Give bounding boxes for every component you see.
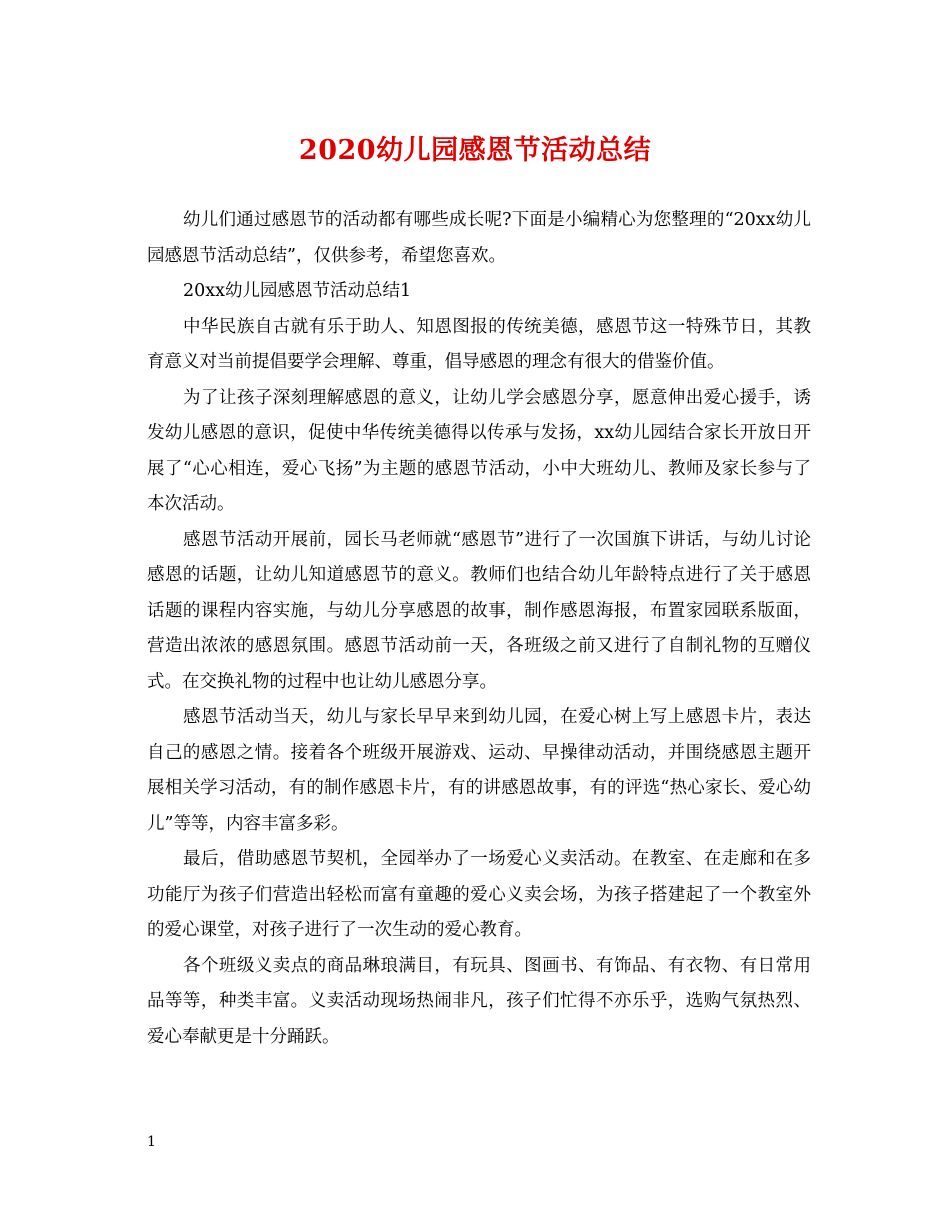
paragraph: 中华民族自古就有乐于助人、知恩图报的传统美德，感恩节这一特殊节日，其教育意义对当前提倡要学会理解、尊重，倡导感恩的理念有很大的借鉴价值。 bbox=[147, 316, 811, 372]
document-body bbox=[147, 203, 811, 1055]
paragraph: 感恩节活动当天，幼儿与家长早早来到幼儿园，在爱心树上写上感恩卡片，表达自己的感恩之情。接着各个班级开展游戏、运动、早操律动活动，并围绕感恩主题开展相关学习活动，有的制作感恩卡片，有的讲感恩故事，有的评选“热心家长、爱心幼儿”等等，内容丰富多彩。 bbox=[147, 707, 811, 834]
document-title: 2020幼儿园感恩节活动总结 bbox=[298, 135, 652, 166]
paragraph: 最后，借助感恩节契机，全园举办了一场爱心义卖活动。在教室、在走廊和在多功能厅为孩子们营造出轻松而富有童趣的爱心义卖会场，为孩子搭建起了一个教室外的爱心课堂，对孩子进行了一次生动的爱心教育。 bbox=[147, 849, 811, 940]
page-number: 1 bbox=[147, 1134, 156, 1150]
section-heading: 20xx幼儿园感恩节活动总结1 bbox=[183, 281, 412, 301]
paragraph: 感恩节活动开展前，园长马老师就“感恩节”进行了一次国旗下讲话，与幼儿讨论感恩的话题，让幼儿知道感恩节的意义。教师们也结合幼儿年龄特点进行了关于感恩话题的课程内容实施，与幼儿分享感恩的故事，制作感恩海报，布置家园联系版面，营造出浓浓的感恩氛围。感恩节活动前一天，各班级之前又进行了自制礼物的互赠仪式。在交换礼物的过程中也让幼儿感恩分享。 bbox=[147, 529, 811, 692]
paragraph: 为了让孩子深刻理解感恩的意义，让幼儿学会感恩分享，愿意伸出爱心援手，诱发幼儿感恩的意识，促使中华传统美德得以传承与发扬，xx幼儿园结合家长开放日开展了“心心相连，爱心飞扬”为主题的感恩节活动，小中大班幼儿、教师及家长参与了本次活动。 bbox=[147, 387, 811, 514]
paragraph: 各个班级义卖点的商品琳琅满目，有玩具、图画书、有饰品、有衣物、有日常用品等等，种类丰富。义卖活动现场热闹非凡，孩子们忙得不亦乐乎，选购气氛热烈、爱心奉献更是十分踊跃。 bbox=[147, 955, 811, 1047]
paragraph-intro: 幼儿们通过感恩节的活动都有哪些成长呢?下面是小编精心为您整理的“20xx幼儿园感恩节活动总结”，仅供参考，希望您喜欢。 bbox=[147, 210, 811, 266]
